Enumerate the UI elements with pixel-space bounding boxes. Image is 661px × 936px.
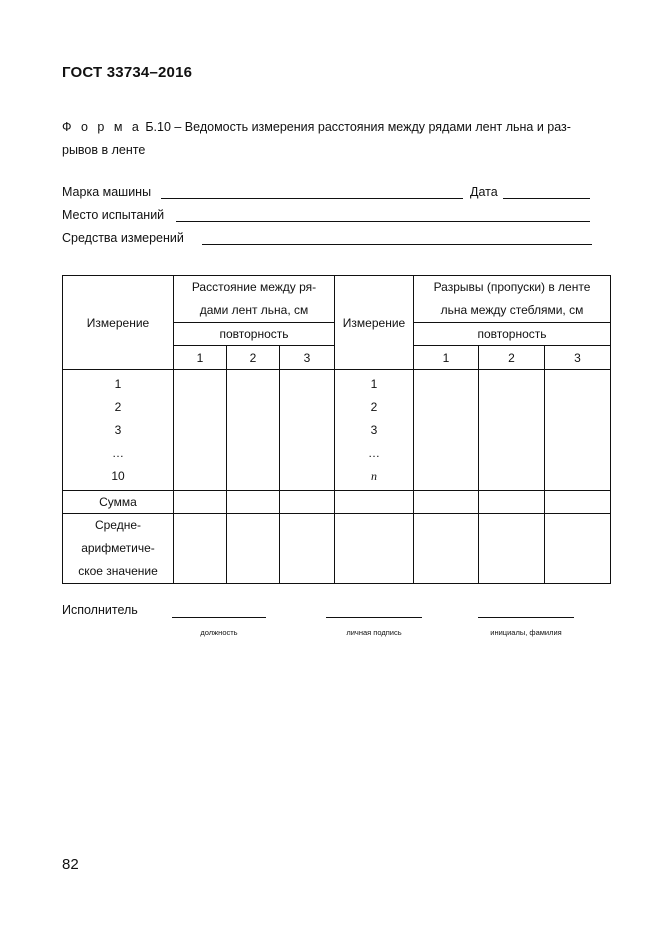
rep-left-1: 1 [174,346,227,370]
data-cell [174,514,227,584]
row-label: n [371,469,377,483]
document-header: ГОСТ 33734–2016 [62,64,193,81]
data-cell [280,370,335,491]
data-cell [414,514,479,584]
rep-left-3: 3 [280,346,335,370]
header-breaks-line2: льна между стеблями, см [440,303,584,317]
mean-label-line2: арифметиче- [81,541,155,555]
data-cell [227,370,280,491]
data-cell [545,491,611,514]
field-date-label: Дата [470,185,498,199]
row-label: 2 [114,400,122,414]
data-cell [227,491,280,514]
position-line [172,617,266,618]
row-label: 3 [370,423,378,437]
header-distance-line1: Расстояние между ря- [191,280,317,294]
field-machine-brand-line [161,198,463,199]
mean-label [63,514,174,584]
field-test-site-line [176,221,590,222]
measurement-rows-left [63,370,174,491]
row-label: 1 [114,377,122,391]
initials-line [478,617,574,618]
row-label: 10 [111,469,125,483]
field-machine-brand [62,185,151,199]
row-label: 1 [370,377,378,391]
rep-left-2: 2 [227,346,280,370]
position-caption: должность [200,628,238,637]
header-distance [174,276,335,323]
row-label: 3 [114,423,122,437]
field-test-site-label: Место испытаний [62,208,165,222]
data-cell [545,370,611,491]
data-cell [479,370,545,491]
signature-caption: личная подпись [346,628,402,637]
form-title-text: Б.10 – Ведомость измерения расстояния между рядами лент льна и раз- [141,120,571,134]
mean-label-line3: ское значение [78,564,158,578]
row-label: 2 [370,400,378,414]
data-cell [414,370,479,491]
header-repetition-right: повторность [414,323,611,346]
data-cell [414,491,479,514]
header-breaks [414,276,611,323]
data-cell [280,491,335,514]
measurement-table [62,275,611,584]
header-measurement-left: Измерение [63,276,174,370]
data-cell [280,514,335,584]
rep-right-2: 2 [479,346,545,370]
field-machine-brand-label: Марка машины [62,185,152,199]
data-cell [335,514,414,584]
row-label: … [368,446,380,460]
form-title-prefix: Ф о р м а [62,120,142,134]
data-cell [479,514,545,584]
data-cell [479,491,545,514]
field-date [470,185,498,199]
executor-label: Исполнитель [62,603,138,617]
field-instruments-label: Средства измерений [62,231,184,245]
field-test-site [62,208,164,222]
data-cell [174,370,227,491]
field-date-line [503,198,590,199]
header-repetition-left: повторность [174,323,335,346]
sum-label: Сумма [63,491,174,514]
data-cell [335,491,414,514]
page-number: 82 [62,856,79,873]
data-cell [545,514,611,584]
field-instruments [62,231,184,245]
signature-line [326,617,422,618]
header-measurement-right: Измерение [335,276,414,370]
row-label: … [112,446,124,460]
data-cell [227,514,280,584]
form-title-line2: рывов в ленте [62,143,146,157]
rep-right-1: 1 [414,346,479,370]
rep-right-3: 3 [545,346,611,370]
form-title [62,116,602,162]
initials-caption: инициалы, фамилия [490,628,562,637]
measurement-rows-right [335,370,414,491]
field-instruments-line [202,244,592,245]
header-breaks-line1: Разрывы (пропуски) в ленте [433,280,591,294]
mean-label-line1: Средне- [94,518,142,532]
data-cell [174,491,227,514]
header-distance-line2: дами лент льна, см [199,303,309,317]
